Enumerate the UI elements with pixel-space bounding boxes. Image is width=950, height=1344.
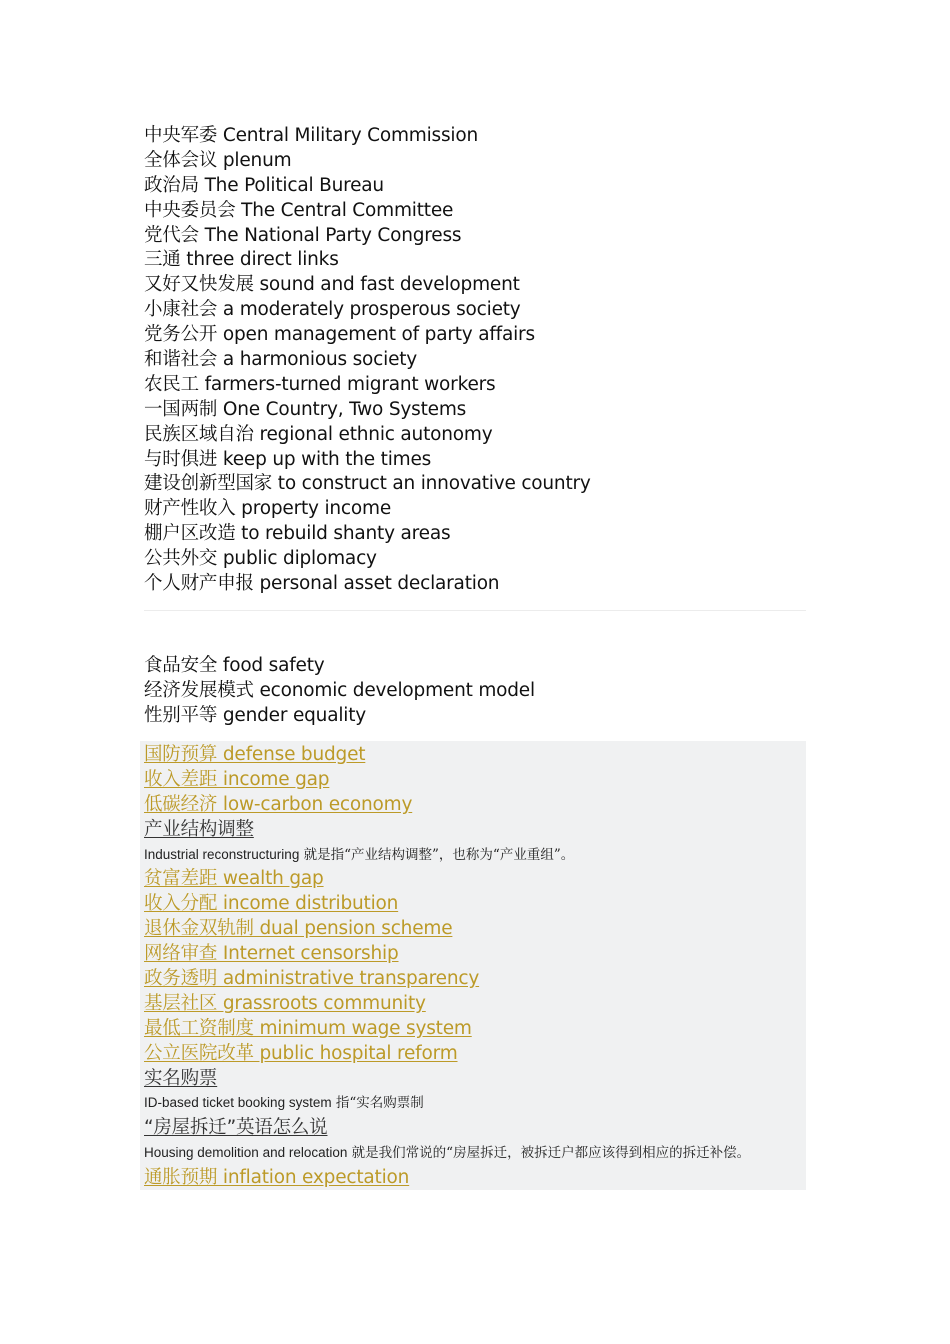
glossary-link[interactable]: 退休金双轨制 dual pension scheme — [144, 918, 453, 940]
glossary-link[interactable]: 通胀预期 inflation expectation — [144, 1167, 410, 1189]
glossary-link[interactable]: 低碳经济 low-carbon economy — [144, 793, 413, 815]
glossary-item: 党务公开 open management of party affairs — [144, 324, 535, 346]
glossary-item: 民族区域自治 regional ethnic autonomy — [144, 423, 493, 445]
industrial-description — [144, 843, 806, 868]
glossary-link[interactable]: 最低工资制度 minimum wage system — [144, 1017, 472, 1039]
glossary-list-middle — [144, 654, 806, 729]
glossary-item: 农民工 farmers-turned migrant workers — [144, 373, 496, 395]
glossary-link[interactable]: 基层社区 grassroots community — [144, 992, 426, 1014]
glossary-link[interactable]: 贫富差距 wealth gap — [144, 868, 324, 890]
glossary-item: 公共外交 public diplomacy — [144, 548, 377, 570]
housing-description — [144, 1141, 806, 1166]
glossary-item: 与时俱进 keep up with the times — [144, 448, 432, 470]
glossary-item: 棚户区改造 to rebuild shanty areas — [144, 523, 451, 545]
glossary-item: 三通 three direct links — [144, 249, 339, 271]
glossary-links-list — [144, 743, 806, 1191]
description-english: ID-based ticket booking system — [144, 1095, 332, 1111]
glossary-link[interactable]: 收入分配 income distribution — [144, 893, 399, 915]
ticket-description — [144, 1091, 806, 1116]
glossary-item: 一国两制 One Country, Two Systems — [144, 398, 467, 420]
glossary-item: 财产性收入 property income — [144, 498, 392, 520]
glossary-item: 党代会 The National Party Congress — [144, 224, 462, 246]
glossary-link[interactable]: 公立医院改革 public hospital reform — [144, 1042, 458, 1064]
description-chinese: 就是我们常说的“房屋拆迁，被拆迁户都应该得到相应的拆迁补偿。 — [347, 1145, 751, 1162]
glossary-link[interactable]: 网络审查 Internet censorship — [144, 943, 399, 965]
description-chinese: 指“实名购票制 — [331, 1095, 424, 1112]
glossary-list-top — [144, 124, 806, 597]
glossary-item: 政治局 The Political Bureau — [144, 174, 384, 196]
description-english: Industrial reconstructuring — [144, 846, 300, 862]
glossary-item: 食品安全 food safety — [144, 655, 325, 676]
housing-heading-link[interactable]: “房屋拆迁”英语怎么说 — [144, 1117, 328, 1139]
glossary-item: 全体会议 plenum — [144, 149, 292, 171]
glossary-item: 个人财产申报 personal asset declaration — [144, 573, 500, 595]
description-chinese: 就是指“产业结构调整”，也称为“产业重组”。 — [299, 846, 575, 863]
ticket-heading-link[interactable]: 实名购票 — [144, 1067, 218, 1089]
glossary-item: 中央军委 Central Military Commission — [144, 125, 479, 146]
glossary-item: 和谐社会 a harmonious society — [144, 349, 418, 371]
section-divider — [144, 610, 806, 611]
industrial-heading-link[interactable]: 产业结构调整 — [144, 818, 254, 840]
glossary-item: 经济发展模式 economic development model — [144, 679, 535, 701]
glossary-item: 又好又快发展 sound and fast development — [144, 274, 520, 296]
glossary-link[interactable]: 政务透明 administrative transparency — [144, 968, 480, 990]
glossary-link[interactable]: 收入差距 income gap — [144, 768, 330, 790]
glossary-link[interactable]: 国防预算 defense budget — [144, 744, 366, 765]
glossary-item: 建设创新型国家 to construct an innovative country — [144, 473, 591, 495]
description-english: Housing demolition and relocation — [144, 1145, 348, 1161]
glossary-item: 性别平等 gender equality — [144, 704, 367, 726]
glossary-item: 小康社会 a moderately prosperous society — [144, 299, 521, 321]
glossary-item: 中央委员会 The Central Committee — [144, 199, 454, 221]
